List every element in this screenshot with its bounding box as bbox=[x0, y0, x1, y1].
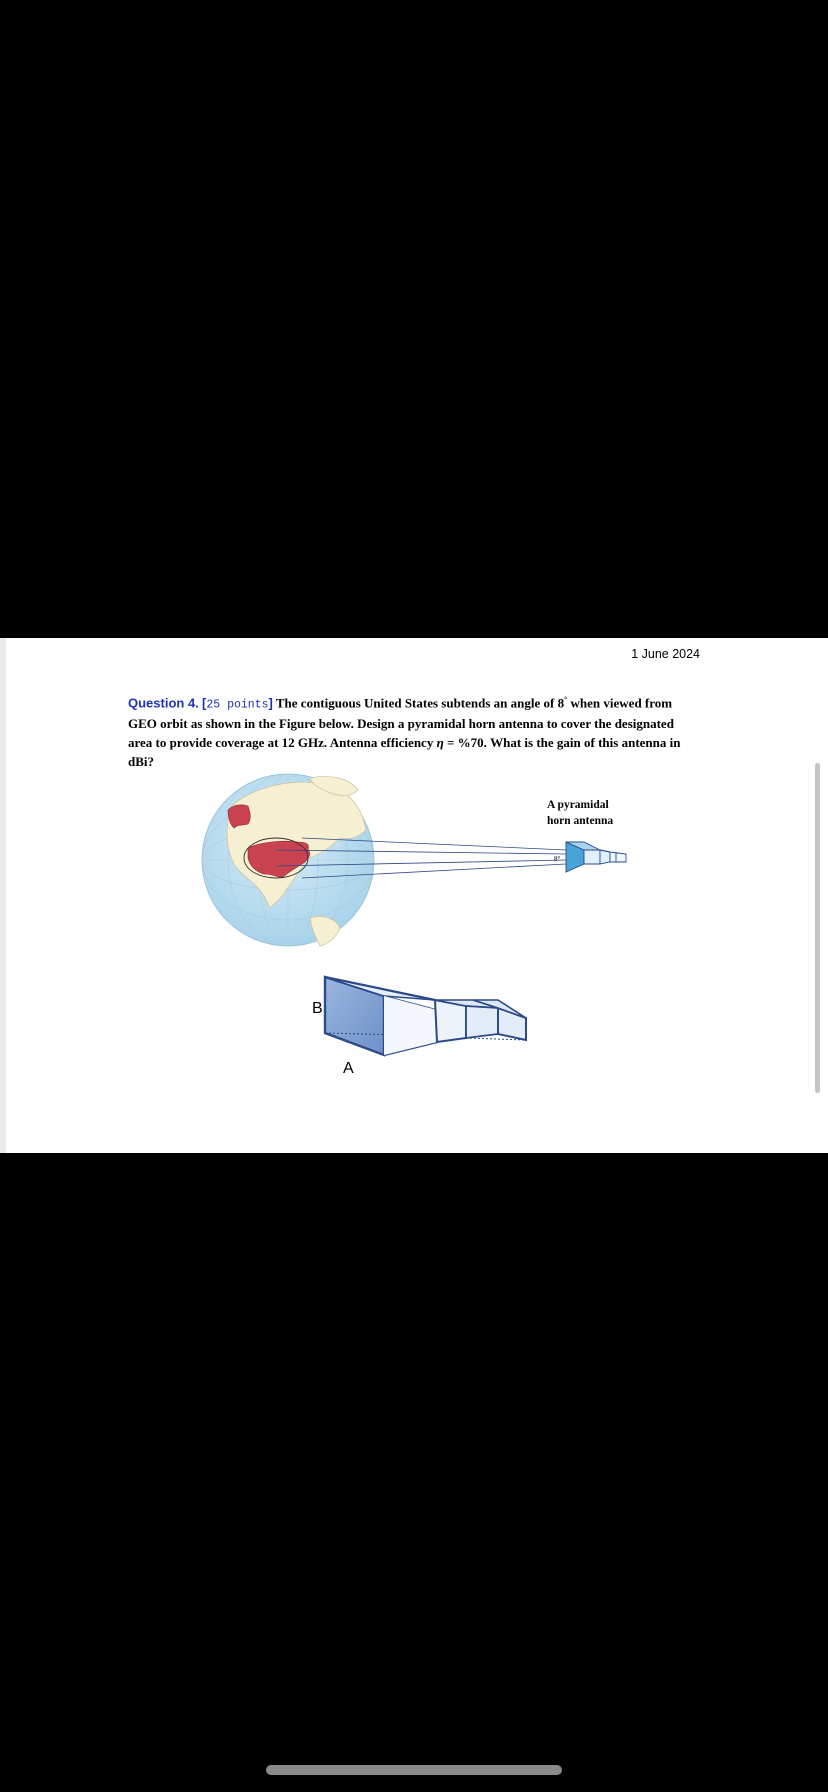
dimension-a-label: A bbox=[343, 1060, 354, 1077]
points-open-bracket: [ bbox=[202, 695, 207, 711]
small-horn-antenna bbox=[566, 842, 626, 872]
waveguide-section bbox=[435, 1000, 466, 1042]
coverage-figure bbox=[190, 768, 670, 1078]
dimension-b-label: B bbox=[312, 1000, 323, 1017]
question-body-1: The contiguous United States subtends an angle of 8 bbox=[275, 695, 565, 711]
header-date: 1 June 2024 bbox=[631, 647, 700, 661]
large-horn-antenna bbox=[325, 977, 526, 1055]
document-page bbox=[0, 638, 828, 1153]
antenna-caption-line2: horn antenna bbox=[547, 815, 614, 827]
question-points: 25 points bbox=[206, 698, 269, 712]
antenna-caption-line1: A pyramidal bbox=[547, 799, 609, 811]
home-indicator-bar[interactable] bbox=[266, 1765, 562, 1775]
page-scrollbar[interactable] bbox=[815, 763, 820, 1093]
points-close-bracket: ] bbox=[268, 695, 273, 711]
alaska-region bbox=[228, 805, 250, 828]
beam-angle-label: 8° bbox=[554, 855, 561, 863]
degree-sign: ° bbox=[564, 695, 568, 704]
question-label: Question 4. bbox=[128, 695, 199, 711]
question-body-3: = %70. What is the gain of this antenna in dBi? bbox=[128, 735, 681, 770]
question-body-2: when viewed from GEO orbit as shown in the Figure below. Design a pyramidal horn antenna to cover the designated area to provide coverage at 12 GHz. Antenna efficiency bbox=[128, 695, 674, 751]
eta-symbol: η bbox=[436, 735, 444, 751]
question-text bbox=[128, 690, 700, 771]
page-edge-shadow bbox=[0, 638, 6, 1153]
earth-globe bbox=[202, 774, 374, 946]
